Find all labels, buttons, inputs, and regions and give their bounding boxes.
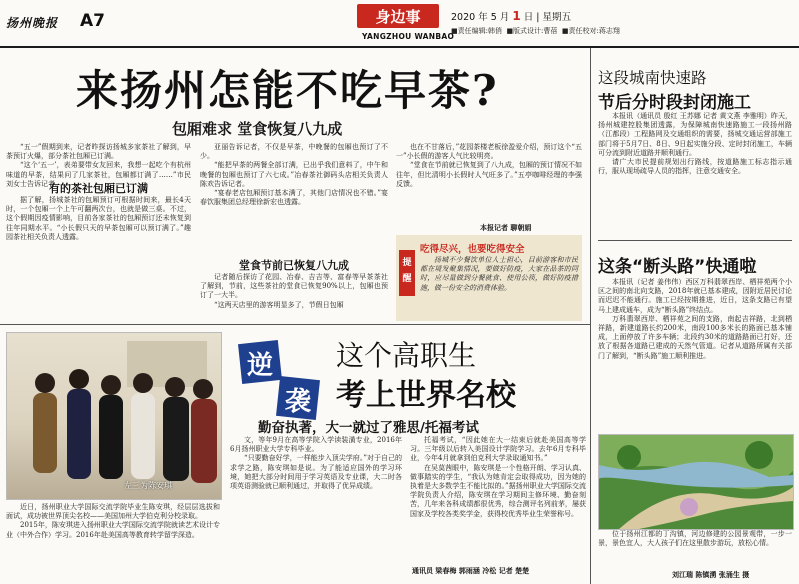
right-top-body: 本报讯（通讯员 殷红 王苏娜 记者 黄文燕 李雅明）昨天，扬州城建控股集团透露，为保障城南快速路施工一段扬州路（江都段）工程路网及交通组织的需要，扬城交通运营部施工部门将于5月7日、8日、9日起实施分段、定时封闭施工，车辆可分流到附近道路并顺利通行。 请广大市民提前规划出行路线，按道路施工标志指示通行，服从现场疏导人员的指挥，注意交通安全。	[598, 112, 792, 176]
main-col-3: 也在不甘落后，”花园茶楼老板徐盈爱介绍，预订这个“五一”小长假的游客人气比较明亮。 “堂食在节前就已恢复到了八九成，包厢的预订情况不如往年，但比清明小长假时人气旺多了。”五亭咖啡经理的李强反馈。	[396, 143, 582, 188]
right-mid-body: 本报讯（记者 姜伟伟）西区万科翡翠西岸、栖祥苑两个小区之间的南北向支路，2018年就已基本建成，因附近居民讨论而迟迟不能通行。施工已经按期推进，近日，这条支路已有望马上建成通车，成为“断头路”终结点。 万科翡翠西岸、栖祥苑之间的支路，南起吉祥路，北到栖祥路，新建道路长约200米，南段100多米长的路面已基本铺成，上面停放了许多车辆；北段约30米的道路路面已打好，还放了根据各道路已建成的天然气管道。记者从道路所属有关部门了解到，“断头路”施工顺利推进。	[598, 278, 792, 360]
main-col-1: “五一”假期到来，记者昨探访扬城多家茶社了解到，早茶预订火爆，部分茶社包厢已订满。 “这个‘五一’，表弟要带女友回来，我想一起吃个有杭州味道的早茶，结果问了几家茶社，包厢都订满了……”市民刘女士告诉记者。	[6, 143, 191, 188]
park-photo	[598, 434, 794, 530]
nixi-char-1: 逆	[246, 351, 273, 381]
right-mid-headline: 这条“断头路”快通啦	[598, 257, 757, 277]
group-photo-icon	[7, 333, 221, 499]
right-rule	[598, 240, 792, 241]
header-rule	[0, 46, 799, 48]
tip-title: 吃得尽兴，也要吃得安全	[420, 244, 525, 255]
feature-photo	[6, 332, 222, 500]
page-header	[0, 0, 799, 46]
main-byline: 本报记者 聊朝娟	[480, 223, 532, 232]
feature-col-left: 近日，扬州职业大学国际交流学院毕业生陈安琪，经层层选拔和面试，成功被世界顶尖名校——美国加州大学伯克利分校录取。 2015年，陈安琪进入扬州职业大学国际交流学院就读艺术设计专业（中外合作）学习。2016年赴美国高等教育转学留学深造。	[6, 503, 220, 539]
feature-byline: 通讯员 梁春梅 郭雨涵 冷松 记者 楚楚	[412, 566, 530, 575]
nixi-char-2: 袭	[284, 387, 311, 417]
feature-col-mid-1: 文，等年9月在高等学院入学读装潢专业，2016年6月扬州职业大学专科毕业。 “只要勤奋好学，一样能步入顶尖学府。”对于自己的求学之路，陈安琪如是说。为了能适应国外的学习环境，她把大部分时间用于学习英语及专业课，大二时各项英语测验就已顺利通过，并取得了优异成绩。	[230, 436, 402, 491]
right-headline-2: 节后分时段封闭施工	[598, 93, 751, 113]
feature-subhead: 勤奋执著，大一就过了雅思/托福考试	[258, 420, 479, 436]
main-headline: 来扬州怎能不吃早茶?	[76, 66, 499, 115]
park-photo-byline: 刘江瑞 陈镇湧 张涌生 摄	[672, 570, 750, 579]
feature-headline-2: 考上世界名校	[336, 378, 516, 413]
page-number: A7	[80, 11, 105, 31]
tip-label: 提醒	[402, 258, 412, 284]
section-title: 身边事	[375, 8, 421, 26]
main-col-2: 亚丽告诉记者，不仅是早茶，中晚餐的包厢也预订了不少。 “能把早茶的两餐全部订满，已出乎我们意料了，中午和晚餐的包厢也预订了六七成。”冶春茶社御码头店相关负责人陈欢告诉记者。 “宴春老店包厢预订基本满了，其他门店情况也不错。”宴春饮服集团总经理徐新宏也透露。	[200, 143, 388, 207]
park-landscape-icon	[599, 435, 793, 529]
column-divider	[590, 48, 591, 584]
photo-caption: 左三为陈安琪	[124, 481, 172, 490]
main-subhead: 包厢难求 堂食恢复八九成	[172, 120, 343, 138]
feature-headline-1: 这个高职生	[336, 339, 477, 372]
feature-rule	[0, 324, 590, 325]
paper-logo: 扬州晚报	[6, 16, 59, 30]
main-col-1-subhead: 有的茶社包厢已订满	[49, 182, 148, 195]
main-col-2b: 记者随后探访了花园、冶春、吉吉等、富春等早茶茶社了解到，节前，这些茶社的堂食已恢复90%以上，包厢也预订了一大半。 “这两天店里的游客明显多了，节假日包厢	[200, 273, 388, 309]
main-col-1b: 据了解，扬城茶社的包厢预订可根据时间来，最长4天时，一个包厢一个上午可翻两次台，也就是做三桌。不过，这个假期因疫情影响，目前各家茶社的包厢预订还未恢复到往年同期水平。“小长假只天的早茶包厢可以预订满了。”趣园茶社相关负责人透露。	[6, 196, 191, 241]
park-caption: 位于扬州江都的丁沟镇，河边修建的公园景观带，一步一景，景色宜人，大人孩子们在这里散步游玩，放松心情。	[598, 530, 792, 548]
editor-credits: ■责任编辑:韩俏 ■版式设计:曹蓓 ■责任校对:蒋志翔	[451, 27, 620, 35]
feature-col-mid-2: 托福考试，“因此她在大一结束后就赴美国高等学习。三年级以后转入美国设计学院学习。去年6月专科毕业，今年4月就拿到伯克利大学录取通知书。” 在吴莫茜眼中，陈安琪是一个性格开朗、学习认真、做事踏实的学生，“我认为她肯定会取得成功，因为她的执着是大多数学生不能比拟的。”据扬州职业大学国际交流学院负责人介绍，陈安琪在学习期间主修环境、勤奋刻苦，几年来各科成绩都很优秀，综合测评名列前茅，屡获国家及学校各类奖学金，获得校优秀毕业生荣誉称号。	[410, 436, 586, 518]
issue-date: 2020 年 5 月 1 日 | 星期五	[451, 9, 571, 23]
paper-name-en: YANGZHOU WANBAO	[362, 32, 455, 41]
main-col-2-subhead: 堂食节前已恢复八九成	[239, 259, 349, 272]
tip-body: 扬城不少餐饮单位人士担心，目前游客和市民都在境发聚集情况，要做好防疫，大家在品茶的同时，应尽量做到分餐就食、使用公筷，做好防疫措施，做一份安全的消费体验。	[420, 256, 578, 292]
right-headline-1: 这段城南快速路	[598, 69, 707, 87]
